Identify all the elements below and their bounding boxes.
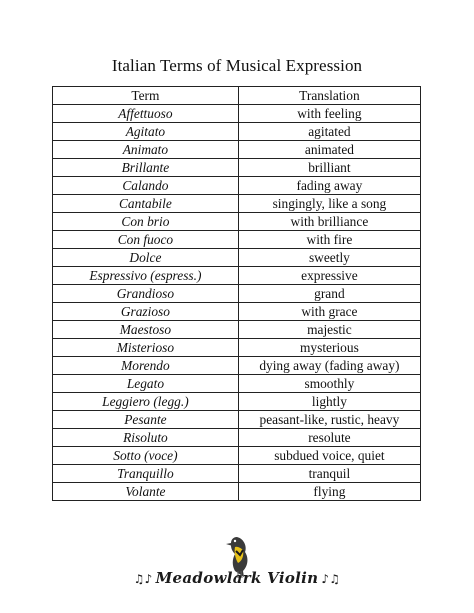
table-row [53, 447, 421, 465]
table-row [53, 411, 421, 429]
term-cell: Con fuoco [53, 231, 239, 249]
terms-table [52, 86, 421, 501]
table-row [53, 105, 421, 123]
translation-cell: sweetly [238, 249, 420, 267]
term-cell: Volante [53, 483, 239, 501]
term-cell: Legato [53, 375, 239, 393]
translation-cell: with fire [238, 231, 420, 249]
table-row [53, 267, 421, 285]
translation-cell: lightly [238, 393, 420, 411]
page-title: Italian Terms of Musical Expression [111, 56, 363, 75]
header-term: Term [53, 87, 239, 105]
term-cell: Dolce [53, 249, 239, 267]
translation-cell: mysterious [238, 339, 420, 357]
translation-cell: agitated [238, 123, 420, 141]
table-row [53, 321, 421, 339]
translation-cell: fading away [238, 177, 420, 195]
term-cell: Leggiero (legg.) [53, 393, 239, 411]
translation-cell: with grace [238, 303, 420, 321]
translation-cell: resolute [238, 429, 420, 447]
translation-cell: expressive [238, 267, 420, 285]
term-cell: Risoluto [53, 429, 239, 447]
table-row [53, 429, 421, 447]
table-row [53, 213, 421, 231]
table-row [53, 177, 421, 195]
table-row [53, 465, 421, 483]
table-row [53, 393, 421, 411]
brand-wordmark [0, 569, 474, 587]
table-header-row [53, 87, 421, 105]
table-row [53, 285, 421, 303]
table-row [53, 483, 421, 501]
table-row [53, 159, 421, 177]
translation-cell: brilliant [238, 159, 420, 177]
table-row [53, 141, 421, 159]
translation-cell: tranquil [238, 465, 420, 483]
term-cell: Animato [53, 141, 239, 159]
brand-name: Meadowlark Violin [155, 569, 319, 587]
table-row [53, 303, 421, 321]
translation-cell: animated [238, 141, 420, 159]
term-cell: Pesante [53, 411, 239, 429]
translation-cell: smoothly [238, 375, 420, 393]
table-row [53, 231, 421, 249]
translation-cell: peasant-like, rustic, heavy [238, 411, 420, 429]
table-row [53, 123, 421, 141]
table-row [53, 249, 421, 267]
term-cell: Maestoso [53, 321, 239, 339]
term-cell: Morendo [53, 357, 239, 375]
table-row [53, 357, 421, 375]
translation-cell: grand [238, 285, 420, 303]
term-cell: Misterioso [53, 339, 239, 357]
table-row [53, 339, 421, 357]
table-row [53, 375, 421, 393]
translation-cell: dying away (fading away) [238, 357, 420, 375]
term-cell: Con brio [53, 213, 239, 231]
table-row [53, 195, 421, 213]
terms-table-body [53, 105, 421, 501]
term-cell: Sotto (voce) [53, 447, 239, 465]
term-cell: Brillante [53, 159, 239, 177]
term-cell: Cantabile [53, 195, 239, 213]
term-cell: Tranquillo [53, 465, 239, 483]
term-cell: Grandioso [53, 285, 239, 303]
header-translation: Translation [238, 87, 420, 105]
term-cell: Calando [53, 177, 239, 195]
footer-logo [0, 533, 474, 593]
music-note-icon: ♫♪ [133, 572, 153, 586]
translation-cell: singingly, like a song [238, 195, 420, 213]
term-cell: Affettuoso [53, 105, 239, 123]
term-cell: Grazioso [53, 303, 239, 321]
music-note-icon: ♪♫ [321, 572, 341, 586]
term-cell: Espressivo (espress.) [53, 267, 239, 285]
translation-cell: majestic [238, 321, 420, 339]
translation-cell: with brilliance [238, 213, 420, 231]
translation-cell: subdued voice, quiet [238, 447, 420, 465]
translation-cell: flying [238, 483, 420, 501]
term-cell: Agitato [53, 123, 239, 141]
translation-cell: with feeling [238, 105, 420, 123]
